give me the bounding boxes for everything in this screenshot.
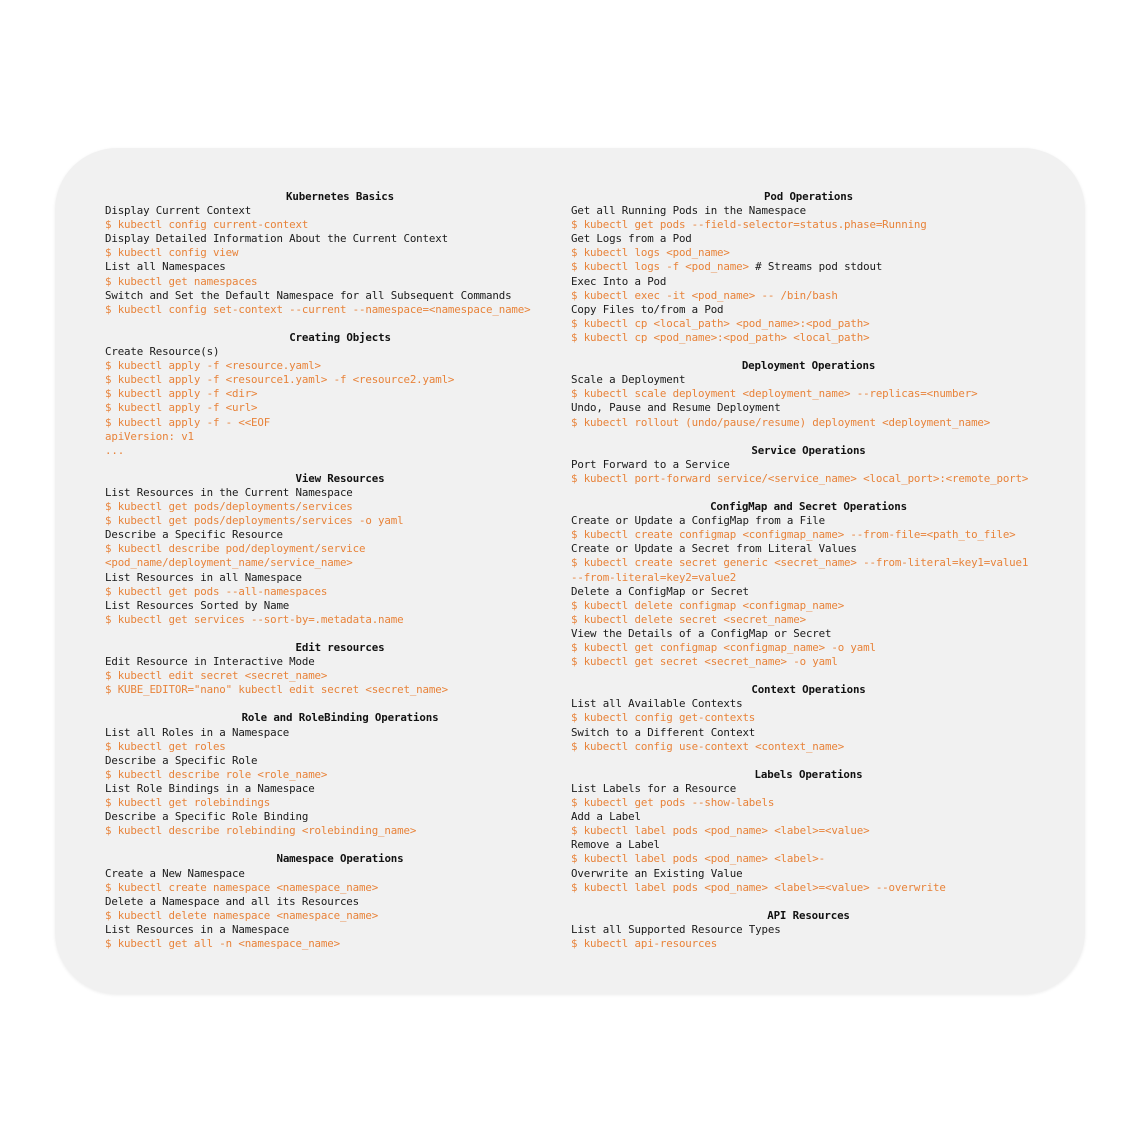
- section-namespace-operations: [105, 852, 575, 951]
- section-title: Edit resources: [295, 641, 385, 654]
- command-line: $ kubectl label pods <pod_name> <label>-: [571, 852, 826, 866]
- command-description: List all Supported Resource Types: [571, 922, 781, 936]
- command-line: $ kubectl logs <pod_name>: [571, 246, 730, 260]
- command-line: $ kubectl get services --sort-by=.metadata.name: [105, 612, 404, 626]
- section-edit-resources: [105, 641, 575, 697]
- command-line: $ kubectl describe rolebinding <rolebinding_name>: [105, 824, 417, 838]
- command-description: Display Current Context: [105, 204, 252, 218]
- command-line: $ kubectl scale deployment <deployment_name> --replicas=<number>: [571, 387, 978, 401]
- command-line: $ kubectl create configmap <configmap_name> --from-file=<path_to_file>: [571, 528, 1016, 542]
- section-configmap-and-secret-operations: [571, 500, 1046, 669]
- command-description: Create or Update a Secret from Literal Values: [571, 542, 857, 556]
- command-line: $ kubectl config current-context: [105, 218, 309, 232]
- right-column: [571, 190, 1046, 951]
- command-line: $ kubectl get namespaces: [105, 274, 258, 288]
- command-description: Describe a Specific Role: [105, 753, 258, 767]
- command-line: $ kubectl create namespace <namespace_name>: [105, 880, 379, 894]
- command-description: Undo, Pause and Resume Deployment: [571, 401, 781, 415]
- command-line: $ kubectl apply -f <url>: [105, 401, 258, 415]
- command-description: List all Available Contexts: [571, 697, 743, 711]
- command-line: $ kubectl apply -f <dir>: [105, 387, 258, 401]
- command-line: $ kubectl label pods <pod_name> <label>=<value> --overwrite: [571, 880, 946, 894]
- command-line: $ kubectl get pods/deployments/services: [105, 500, 353, 514]
- command-line: $ kubectl get roles: [105, 739, 226, 753]
- section-title: Service Operations: [751, 443, 866, 457]
- command-line: $ kubectl describe role <role_name>: [105, 767, 328, 781]
- command-line: apiVersion: v1: [105, 429, 194, 443]
- command-description: Exec Into a Pod: [571, 274, 667, 288]
- command-description: List Labels for a Resource: [571, 781, 737, 795]
- section-title: Context Operations: [751, 683, 866, 697]
- command-description: Create a New Namespace: [105, 866, 245, 880]
- section-service-operations: [571, 444, 1046, 486]
- command-description: Get all Running Pods in the Namespace: [571, 204, 806, 218]
- section-title: API Resources: [767, 908, 850, 922]
- section-title: Pod Operations: [764, 190, 853, 203]
- command-description: List Resources in a Namespace: [105, 922, 290, 936]
- command-line: $ KUBE_EDITOR="nano" kubectl edit secret <secret_name>: [105, 683, 448, 697]
- command-line: $ kubectl rollout (undo/pause/resume) deployment <deployment_name>: [571, 415, 991, 429]
- command-line: $ kubectl edit secret <secret_name>: [105, 669, 328, 683]
- command-line: $ kubectl api-resources: [571, 936, 718, 950]
- command-line: $ kubectl config view: [105, 246, 239, 260]
- command-description: Scale a Deployment: [571, 373, 686, 387]
- command-line: $ kubectl apply -f <resource1.yaml> -f <resource2.yaml>: [105, 373, 455, 387]
- command-line: $ kubectl exec -it <pod_name> -- /bin/bash: [571, 288, 838, 302]
- section-api-resources: [571, 909, 1046, 951]
- command-description: Display Detailed Information About the Current Context: [105, 232, 448, 246]
- command-description: Delete a ConfigMap or Secret: [571, 584, 749, 598]
- command-description: List Role Bindings in a Namespace: [105, 781, 315, 795]
- command-line: $ kubectl label pods <pod_name> <label>=<value>: [571, 824, 870, 838]
- command-description: Port Forward to a Service: [571, 457, 730, 471]
- command-description: List Resources in all Namespace: [105, 570, 302, 584]
- section-title: Kubernetes Basics: [286, 190, 394, 203]
- command-description: View the Details of a ConfigMap or Secret: [571, 626, 832, 640]
- comment-text: # Streams pod stdout: [748, 260, 883, 274]
- command-description: Describe a Specific Resource: [105, 528, 283, 542]
- mouse-pad: [55, 148, 1085, 994]
- command-line: $ kubectl get pods --show-labels: [571, 796, 775, 810]
- command-description: Overwrite an Existing Value: [571, 866, 743, 880]
- command-description: Edit Resource in Interactive Mode: [105, 655, 315, 669]
- command-line: $ kubectl delete namespace <namespace_name>: [105, 908, 379, 922]
- section-title: Deployment Operations: [741, 359, 876, 373]
- command-line: $ kubectl create secret generic <secret_name> --from-literal=key1=value1: [571, 556, 1029, 570]
- section-deployment-operations: [571, 359, 1046, 429]
- command-line: $ kubectl get configmap <configmap_name> -o yaml: [571, 641, 876, 654]
- command-line: $ kubectl apply -f <resource.yaml>: [105, 359, 321, 373]
- command-description: Create Resource(s): [105, 345, 220, 359]
- command-description: Switch and Set the Default Namespace for all Subsequent Commands: [105, 288, 512, 302]
- command-line: ...: [105, 443, 125, 457]
- section-title: Labels Operations: [754, 767, 863, 781]
- section-kubernetes-basics: [105, 190, 575, 317]
- command-line: $ kubectl port-forward service/<service_name> <local_port>:<remote_port>: [571, 471, 1029, 485]
- command-line: $ kubectl config get-contexts: [571, 711, 756, 725]
- command-line: --from-literal=key2=value2: [571, 570, 737, 584]
- command-line: $ kubectl apply -f - <<EOF: [105, 415, 271, 429]
- command-line: $ kubectl describe pod/deployment/service: [105, 542, 366, 556]
- command-line: <pod_name/deployment_name/service_name>: [105, 556, 353, 570]
- section-title: ConfigMap and Secret Operations: [710, 500, 907, 514]
- section-title: Creating Objects: [289, 330, 391, 344]
- command-description: List all Roles in a Namespace: [105, 725, 290, 739]
- command-description: List Resources Sorted by Name: [105, 598, 290, 612]
- command-line: $ kubectl delete configmap <configmap_name>: [571, 598, 845, 612]
- section-context-operations: [571, 683, 1046, 753]
- section-creating-objects: [105, 331, 575, 458]
- command-description: Remove a Label: [571, 838, 660, 852]
- section-labels-operations: [571, 768, 1046, 895]
- section-title: View Resources: [295, 471, 385, 485]
- command-description: Delete a Namespace and all its Resources: [105, 894, 360, 908]
- command-line: $ kubectl logs -f <pod_name> # Streams pod stdout: [571, 260, 883, 274]
- command-description: Switch to a Different Context: [571, 725, 756, 739]
- command-line: $ kubectl get rolebindings: [105, 796, 271, 810]
- left-column: [105, 190, 575, 951]
- command-line: $ kubectl cp <local_path> <pod_name>:<pod_path>: [571, 316, 870, 330]
- command-line: $ kubectl config set-context --current --namespace=<namespace_name>: [105, 302, 531, 316]
- command-description: Copy Files to/from a Pod: [571, 302, 724, 316]
- section-pod-operations: [571, 190, 1046, 345]
- command-description: List all Namespaces: [105, 260, 226, 274]
- command-description: Add a Label: [571, 810, 641, 824]
- section-title: Namespace Operations: [276, 852, 404, 866]
- command-line: $ kubectl get all -n <namespace_name>: [105, 936, 340, 950]
- command-line: $ kubectl get secret <secret_name> -o yaml: [571, 655, 838, 669]
- section-role-and-rolebinding-operations: [105, 711, 575, 838]
- command-description: Describe a Specific Role Binding: [105, 810, 309, 824]
- command-line: $ kubectl get pods --field-selector=status.phase=Running: [571, 218, 927, 232]
- command-description: Create or Update a ConfigMap from a File: [571, 514, 826, 528]
- command-description: List Resources in the Current Namespace: [105, 485, 353, 499]
- command-line: $ kubectl get pods/deployments/services -o yaml: [105, 514, 404, 528]
- command-line: $ kubectl get pods --all-namespaces: [105, 584, 328, 598]
- command-line: $ kubectl config use-context <context_name>: [571, 739, 845, 753]
- section-title: Role and RoleBinding Operations: [241, 711, 439, 725]
- command-line: $ kubectl delete secret <secret_name>: [571, 612, 806, 626]
- command-description: Get Logs from a Pod: [571, 232, 692, 246]
- section-view-resources: [105, 472, 575, 627]
- command-line: $ kubectl cp <pod_name>:<pod_path> <local_path>: [571, 330, 870, 344]
